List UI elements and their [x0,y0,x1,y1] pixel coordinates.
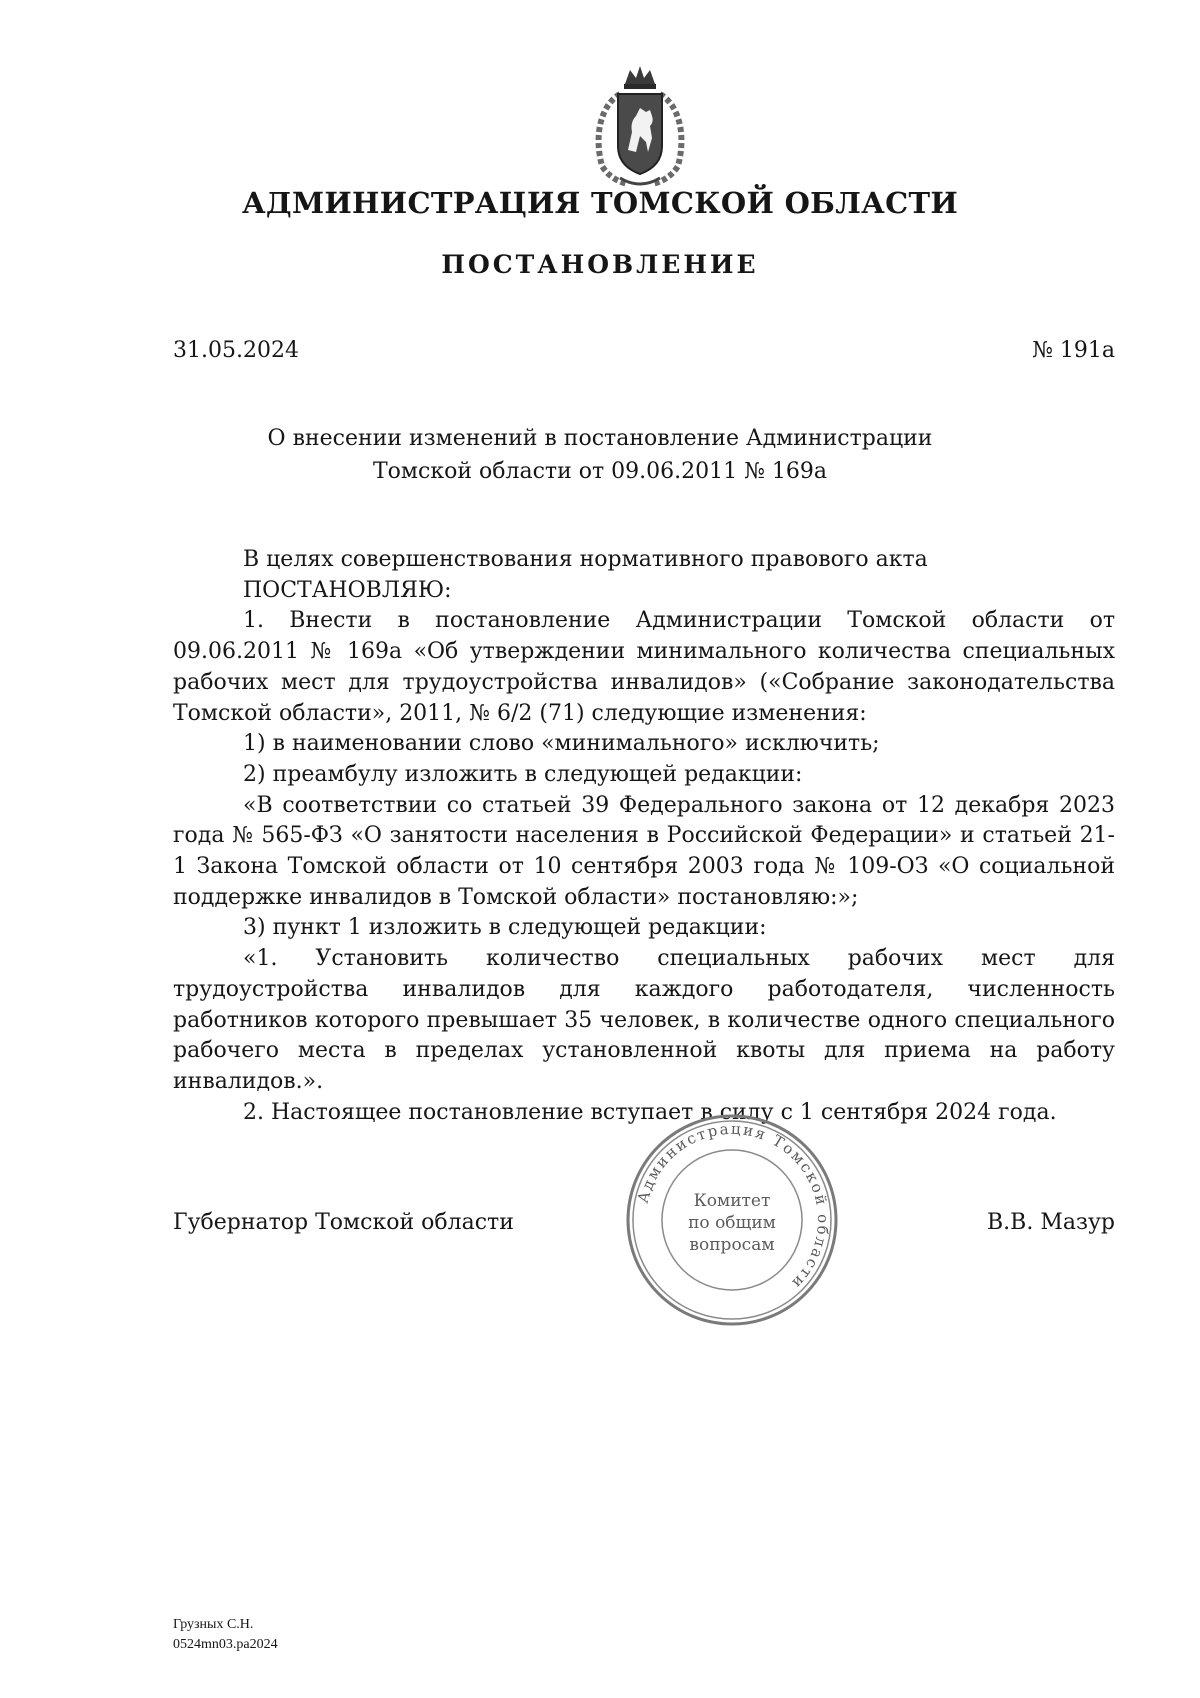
file-code: 0524mn03.pa2024 [173,1637,278,1652]
item-1: 1. Внести в постановление Администрации Томской области от 09.06.2011 № 169а «Об утверждении минимального количества специальных рабочих мест для трудоустройства инвалидов» («Собрание законодательства Томской области», 2011, № 6/2 (71) следующие изменения: [173,608,1115,726]
subitem-2-text: «В соответствии со статьей 39 Федерального закона от 12 декабря 2023 года № 565-ФЗ «О занятости населения в Российской Федерации» и статьей 21-1 Закона Томской области от 10 сентября 2003 года № 109-ОЗ «О социальной поддержке инвалидов в Томской области» постановляю:»; [173,792,1115,910]
subitem-3: 3) пункт 1 изложить в следующей редакции: [243,915,767,941]
document-body [173,545,1115,1128]
footer [173,1615,278,1655]
document-type: ПОСТАНОВЛЕНИЕ [441,250,759,279]
official-seal-stamp [622,1110,842,1330]
organization-title: АДМИНИСТРАЦИЯ ТОМСКОЙ ОБЛАСТИ [241,186,959,220]
seal-center-line-2: по общим [688,1213,776,1233]
decree-word: ПОСТАНОВЛЯЮ: [243,577,452,603]
subitem-1: 1) в наименовании слово «минимального» исключить; [243,731,880,757]
executor-name: Грузных С.Н. [173,1617,254,1632]
item-2: 2. Настоящее постановление вступает в силу с 1 сентября 2024 года. [243,1099,1057,1125]
subject-line-2: Томской области от 09.06.2011 № 169а [372,459,828,484]
document-subject [0,422,1200,488]
seal-ring-text: Администрация Томской области [633,1119,833,1294]
subitem-2: 2) преамбулу изложить в следующей редакции: [243,761,803,787]
seal-center-line-3: вопросам [689,1235,775,1255]
document-date: 31.05.2024 [173,338,299,363]
seal-center-line-1: Комитет [693,1191,771,1211]
tomsk-region-coat-of-arms-icon [580,66,700,191]
signature-name: В.В. Мазур [987,1210,1115,1235]
intro-paragraph: В целях совершенствования нормативного правового акта [243,547,928,572]
signature-role: Губернатор Томской области [173,1210,514,1235]
subitem-3-text: «1. Установить количество специальных рабочих мест для трудоустройства инвалидов для каждого работодателя, численность работников которого превышает 35 человек, в количестве одного специального рабочего места в пределах установленной квоты для приема на работу инвалидов.». [173,946,1115,1094]
subject-line-1: О внесении изменений в постановление Администрации [267,426,933,451]
document-number: № 191а [1032,338,1115,363]
